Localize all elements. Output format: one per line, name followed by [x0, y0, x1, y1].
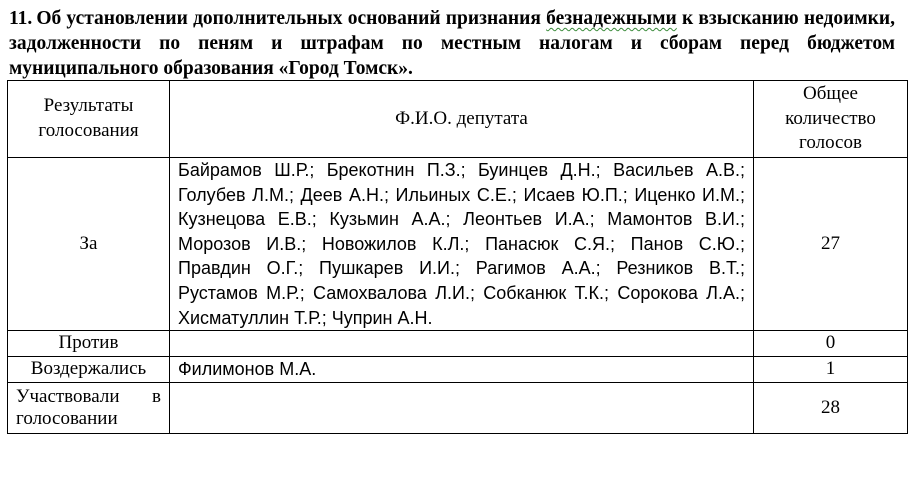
table-row-participated [8, 383, 908, 434]
header-total: Общее количество голосов [754, 81, 908, 158]
header-results: Результаты голосования [8, 81, 170, 158]
spellcheck-underlined-word: безнадежными [546, 8, 677, 29]
header-deputy: Ф.И.О. депутата [170, 81, 754, 158]
table-row-abstained [8, 357, 908, 383]
row-label-abstained: Воздержались [8, 357, 170, 383]
agenda-item-number: 11. [9, 8, 33, 29]
agenda-item-text-start: Об установлении дополнительных оснований признания [36, 8, 547, 29]
row-count-participated: 28 [754, 383, 908, 434]
row-names-abstained: Филимонов М.А. [170, 357, 754, 383]
agenda-item-text-end: к взысканию недоимки, задолженности по пеням и штрафам по местным налогам и сборам перед бюджетом муниципального образования «Город Томск». [9, 8, 896, 79]
row-label-participated: Участвовали в голосовании [8, 383, 170, 434]
agenda-item-heading [9, 6, 895, 81]
row-names-for: Байрамов Ш.Р.; Брекотнин П.З.; Буинцев Д.Н.; Васильев А.В.; Голубев Л.М.; Деев А.Н.; Ильиных С.Е.; Исаев Ю.П.; Иценко И.М.; Кузнецова Е.В.; Кузьмин А.А.; Леонтьев И.А.; Мамонтов В.И.; Морозов И.В.; Новожилов К.Л.; Панасюк С.Я.; Панов С.Ю.; Правдин О.Г.; Пушкарев И.И.; Рагимов А.А.; Резников В.Т.; Рустамов М.Р.; Самохвалова Л.И.; Собканюк Т.К.; Сорокова Л.А.; Хисматуллин Т.Р.; Чуприн А.Н. [170, 158, 754, 331]
table-header-row [8, 81, 908, 158]
table-row-for [8, 158, 908, 331]
row-names-participated [170, 383, 754, 434]
table-row-against [8, 331, 908, 357]
row-count-against: 0 [754, 331, 908, 357]
row-label-against: Против [8, 331, 170, 357]
row-label-for: За [8, 158, 170, 331]
row-names-against [170, 331, 754, 357]
row-count-for: 27 [754, 158, 908, 331]
row-count-abstained: 1 [754, 357, 908, 383]
voting-results-table [7, 80, 908, 434]
